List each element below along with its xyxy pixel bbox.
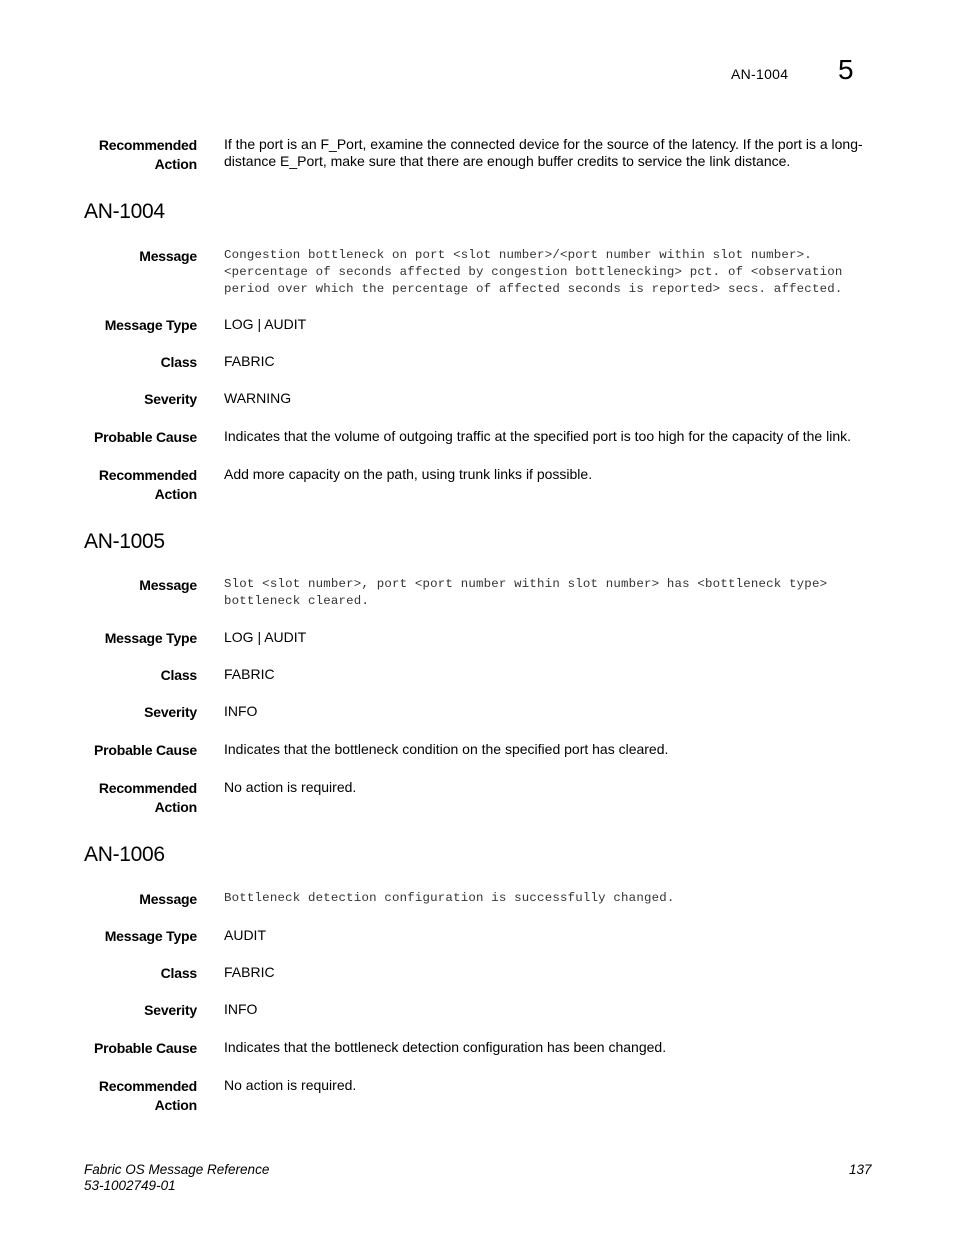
an-1006-class: FABRIC xyxy=(224,964,275,980)
message-type-label: Message Type xyxy=(104,928,197,944)
footer-doc-number: 53-1002749-01 xyxy=(84,1178,176,1193)
an-1005-probable-cause: Indicates that the bottleneck condition on the specified port has cleared. xyxy=(224,741,669,757)
recommended-action-label: Recommended Action xyxy=(98,1078,197,1113)
message-label: Message xyxy=(139,891,197,907)
footer-doc-title: Fabric OS Message Reference xyxy=(84,1162,270,1177)
severity-label: Severity xyxy=(144,704,197,720)
an-1006-severity: INFO xyxy=(224,1001,258,1017)
class-label: Class xyxy=(160,965,197,981)
an-1004-message-type: LOG | AUDIT xyxy=(224,316,307,332)
section-heading-an-1005: AN-1005 xyxy=(84,530,165,553)
class-label: Class xyxy=(160,667,197,683)
an-1006-recommended-action: No action is required. xyxy=(224,1077,357,1093)
message-label: Message xyxy=(139,577,197,593)
severity-label: Severity xyxy=(144,1002,197,1018)
intro-recommended-action-text: If the port is an F_Port, examine the connected device for the source of the latency. If the port is a long-distance E_Port, make sure that there are enough buffer credits to service the link distance. xyxy=(224,136,863,169)
an-1005-class: FABRIC xyxy=(224,666,275,682)
probable-cause-label: Probable Cause xyxy=(93,1040,197,1056)
running-header-label: AN-1004 xyxy=(731,66,789,82)
chapter-number: 5 xyxy=(838,54,854,85)
an-1006-message-type: AUDIT xyxy=(224,927,266,943)
an-1005-severity: INFO xyxy=(224,703,258,719)
message-type-label: Message Type xyxy=(104,317,197,333)
an-1005-message-type: LOG | AUDIT xyxy=(224,629,307,645)
an-1005-message-text: Slot <slot number>, port <port number within slot number> has <bottleneck type> bottleneck cleared. xyxy=(224,577,828,608)
an-1005-recommended-action: No action is required. xyxy=(224,779,357,795)
an-1004-message-text: Congestion bottleneck on port <slot number>/<port number within slot number>. <percentage of seconds affected by congestion bottlenecking> pct. of <observation period over which the percentage of affected seconds is reported> secs. affected. xyxy=(224,248,843,296)
section-heading-an-1004: AN-1004 xyxy=(84,200,165,223)
section-heading-an-1006: AN-1006 xyxy=(84,843,165,866)
an-1006-message-text: Bottleneck detection configuration is successfully changed. xyxy=(224,891,675,905)
class-label: Class xyxy=(160,354,197,370)
an-1004-recommended-action: Add more capacity on the path, using trunk links if possible. xyxy=(224,466,593,482)
recommended-action-label: Recommended Action xyxy=(98,137,197,172)
message-label: Message xyxy=(139,248,197,264)
message-type-label: Message Type xyxy=(104,630,197,646)
probable-cause-label: Probable Cause xyxy=(93,742,197,758)
severity-label: Severity xyxy=(144,391,197,407)
an-1004-severity: WARNING xyxy=(224,390,292,406)
an-1004-class: FABRIC xyxy=(224,353,275,369)
an-1006-probable-cause: Indicates that the bottleneck detection configuration has been changed. xyxy=(224,1039,667,1055)
recommended-action-label: Recommended Action xyxy=(98,467,197,502)
probable-cause-label: Probable Cause xyxy=(93,429,197,445)
footer-page-number: 137 xyxy=(849,1162,872,1177)
recommended-action-label: Recommended Action xyxy=(98,780,197,815)
an-1004-probable-cause: Indicates that the volume of outgoing traffic at the specified port is too high for the capacity of the link. xyxy=(224,428,851,444)
